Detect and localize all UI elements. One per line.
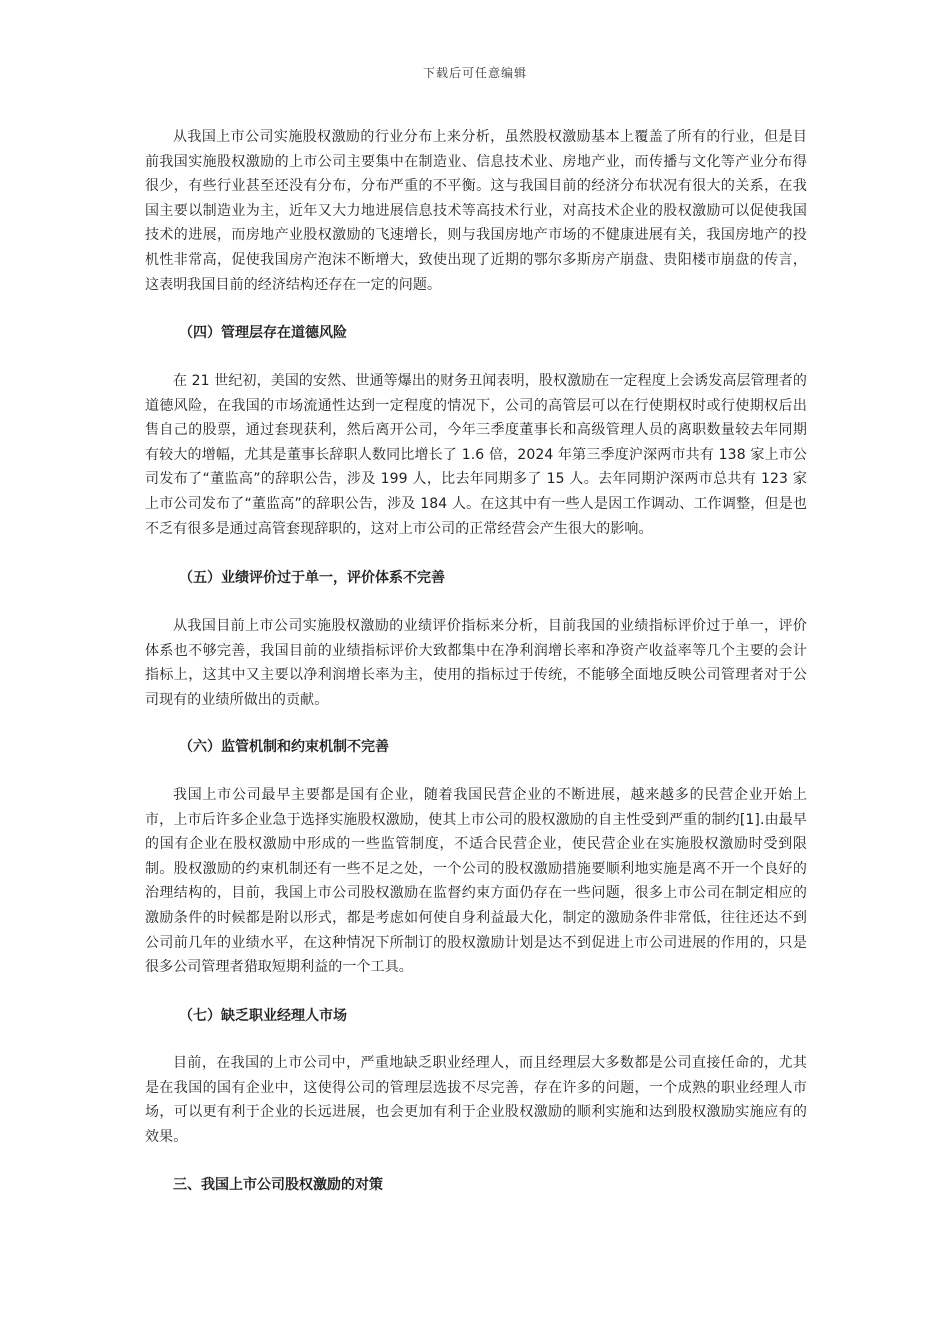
- heading-manager-market: [145, 1005, 807, 1027]
- paragraph-manager-market: [145, 1051, 807, 1149]
- paragraph-performance-evaluation: [145, 614, 807, 712]
- paragraph-moral-risk: [145, 369, 807, 541]
- paragraph-text: 从我国目前上市公司实施股权激励的业绩评价指标来分析，目前我国的业绩指标评价过于单一，评价体系也不够完善，我国目前的业绩指标评价大致都集中在净利润增长率和净资产收益率等几个主要的会计指标上，这其中又主要以净利润增长率为主，使用的指标过于传统，不能够全面地反映公司管理者对于公司现有的业绩所做出的贡献。: [145, 618, 807, 708]
- paragraph-text: 从我国上市公司实施股权激励的行业分布上来分析，虽然股权激励基本上覆盖了所有的行业，但是目前我国实施股权激励的上市公司主要集中在制造业、信息技术业、房地产业，而传播与文化等产业分布得很少，有些行业甚至还没有分布，分布严重的不平衡。这与我国目前的经济分布状况有很大的关系，在我国主要以制造业为主，近年又大力地进展信息技术等高技术行业，对高技术企业的股权激励可以促使我国技术的进展，而房地产业股权激励的飞速增长，则与我国房地产市场的不健康进展有关，我国房地产的投机性非常高，促使我国房产泡沫不断增大，致使出现了近期的鄂尔多斯房产崩盘、贵阳楼市崩盘的传言，这表明我国目前的经济结构还存在一定的问题。: [145, 129, 807, 293]
- section-heading: （七）缺乏职业经理人市场: [179, 1008, 347, 1024]
- paragraph-industry-distribution: [145, 125, 807, 297]
- section-heading: （六）监管机制和约束机制不完善: [179, 739, 389, 755]
- section-heading: （四）管理层存在道德风险: [179, 325, 347, 341]
- paragraph-text: 在 21 世纪初，美国的安然、世通等爆出的财务丑闻表明，股权激励在一定程度上会诱发高层管理者的道德风险，在我国的市场流通性达到一定程度的情况下，公司的高管层可以在行使期权时或行使期权后出售自己的股票，通过套现获利，然后离开公司，今年三季度董事长和高级管理人员的离职数量较去年同期有较大的增幅，尤其是董事长辞职人数同比增长了 1.6 倍，2024 年第三季度沪深两市共有 138 家上市公司发布了“董监高”的辞职公告，涉及 199 人，比去年同期多了 15 人。去年同期沪深两市总共有 123 家上市公司发布了“董监高”的辞职公告，涉及 184 人。在这其中有一些人是因工作调动、工作调整，但是也不乏有很多是通过高管套现辞职的，这对上市公司的正常经营会产生很大的影响。: [145, 373, 807, 537]
- paragraph-text: 我国上市公司最早主要都是国有企业，随着我国民营企业的不断进展，越来越多的民营企业开始上市，上市后许多企业急于选择实施股权激励，使其上市公司的股权激励的自主性受到严重的制约[1].由最早的国有企业在股权激励中形成的一些监管制度，不适合民营企业，使民营企业在实施股权激励时受到限制。股权激励的约束机制还有一些不足之处，一个公司的股权激励措施要顺利地实施是离不开一个良好的治理结构的，目前，我国上市公司股权激励在监督约束方面仍存在一些问题，很多上市公司在制定相应的激励条件的时候都是附以形式，都是考虑如何使自身利益最大化，制定的激励条件非常低，往往还达不到公司前几年的业绩水平，在这种情况下所制订的股权激励计划是达不到促进上市公司进展的作用的，只是很多公司管理者猎取短期利益的一个工具。: [145, 787, 807, 976]
- section-heading: （五）业绩评价过于单一，评价体系不完善: [179, 570, 445, 586]
- section-heading: 三、我国上市公司股权激励的对策: [173, 1177, 383, 1193]
- paragraph-supervision: [145, 783, 807, 980]
- heading-moral-risk: [145, 322, 807, 344]
- page-header: 下载后可任意编辑: [422, 66, 527, 80]
- paragraph-text: 目前，在我国的上市公司中，严重地缺乏职业经理人，而且经理层大多数都是公司直接任命的，尤其是在我国的国有企业中，这使得公司的管理层选拔不尽完善，存在许多的问题，一个成熟的职业经理人市场，可以更有利于企业的长远进展，也会更加有利于企业股权激励的顺利实施和达到股权激励实施应有的效果。: [145, 1055, 807, 1145]
- heading-supervision: [145, 736, 807, 758]
- heading-performance-evaluation: [145, 567, 807, 589]
- heading-countermeasures: [145, 1174, 807, 1196]
